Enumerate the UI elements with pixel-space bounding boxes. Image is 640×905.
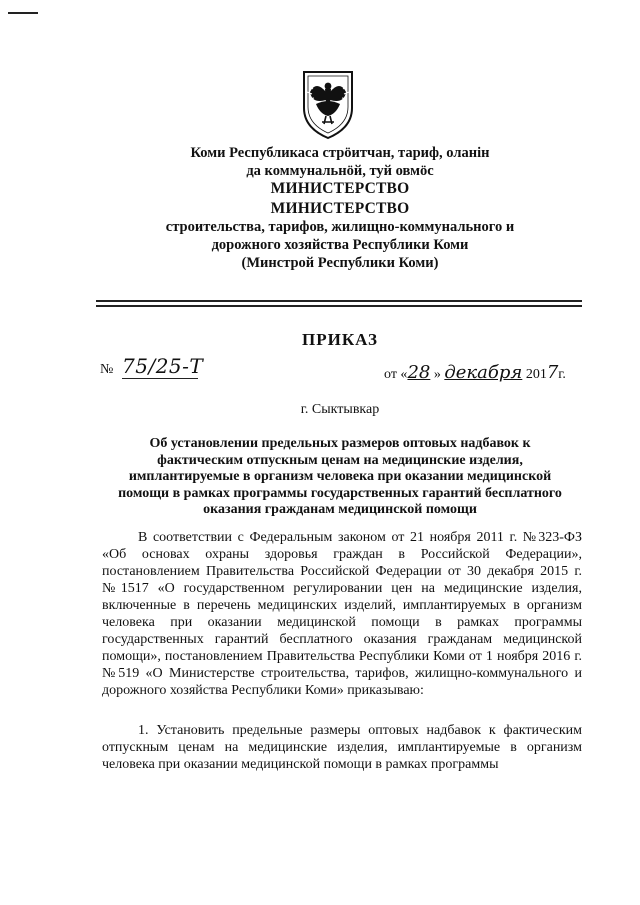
date-month: декабря (444, 362, 523, 383)
preamble-paragraph: В соответствии с Федеральным законом от 21 ноября 2011 г. №323-ФЗ «Об основах охраны здоровья граждан в Российской Федерации», постановлением Правительства Российской Федерации от 30 декабря 2015 г. №1517 «О государственном регулировании цен на медицинские изделия, включенные в перечень медицинских изделий, имплантируемых в организм человека при оказании медицинской помощи в рамках программы государственных гарантий бесплатного оказания гражданам медицинской помощи», постановлением Правительства Республики Коми от 1 ноября 2016 г. №519 «О Министерстве строительства, тарифов, жилищно-коммунального и дорожного хозяйства Республики Коми» приказываю: (102, 530, 582, 698)
header-ministry-line3: дорожного хозяйства Республики Коми (211, 237, 469, 253)
header-ministry-line1: МИНИСТЕРСТВО (270, 200, 410, 217)
header-ministry-line2: строительства, тарифов, жилищно-коммунального и (165, 219, 515, 235)
header-komi-line3: МИНИСТЕРСТВО (270, 180, 410, 197)
order-number-label: № (100, 362, 114, 377)
header-komi-line1: Коми Республикаса стрӧитчан, тариф, оланін (190, 145, 490, 161)
header-ministry-line4: (Минстрой Республики Коми) (241, 255, 439, 271)
header-divider-top (96, 300, 582, 302)
order-date (384, 362, 566, 383)
document-title: ПРИКАЗ (302, 330, 378, 349)
order-subject (98, 436, 582, 519)
order-number-underline (122, 378, 198, 379)
order-number-value: 75/25-Т (122, 354, 204, 378)
date-year-end: г. (558, 367, 566, 382)
subject-line: фактическим отпускным ценам на медицинские изделия, (157, 452, 523, 468)
header-ministry (20, 200, 640, 272)
date-prefix: от « (384, 367, 408, 382)
scan-mark (8, 12, 38, 14)
date-day: 28 (407, 362, 431, 383)
date-mid: » (433, 367, 441, 382)
komi-emblem-icon (300, 70, 356, 140)
header-komi (20, 144, 640, 198)
city-name: г. Сыктывкар (300, 402, 380, 417)
subject-line: оказания гражданам медицинской помощи (203, 502, 477, 517)
date-year-suffix: 7 (546, 362, 559, 383)
subject-line: имплантируемые в организм человека при оказании медицинской (128, 469, 552, 484)
header-komi-line2: да коммунальнӧй, туй овмӧс (246, 163, 434, 179)
subject-line: Об установлении предельных размеров оптовых надбавок к (149, 436, 531, 451)
date-year-prefix: 201 (525, 367, 547, 382)
subject-line: помощи в рамках программы государственных гарантий бесплатного (118, 485, 562, 501)
order-number-date-row (100, 356, 580, 384)
header-divider-bottom (96, 305, 582, 307)
clause-1-paragraph: 1. Установить предельные размеры оптовых надбавок к фактическим отпускным ценам на медицинские изделия, имплантируемые в организм человека при оказании медицинской помощи в рамках программы (102, 723, 582, 772)
